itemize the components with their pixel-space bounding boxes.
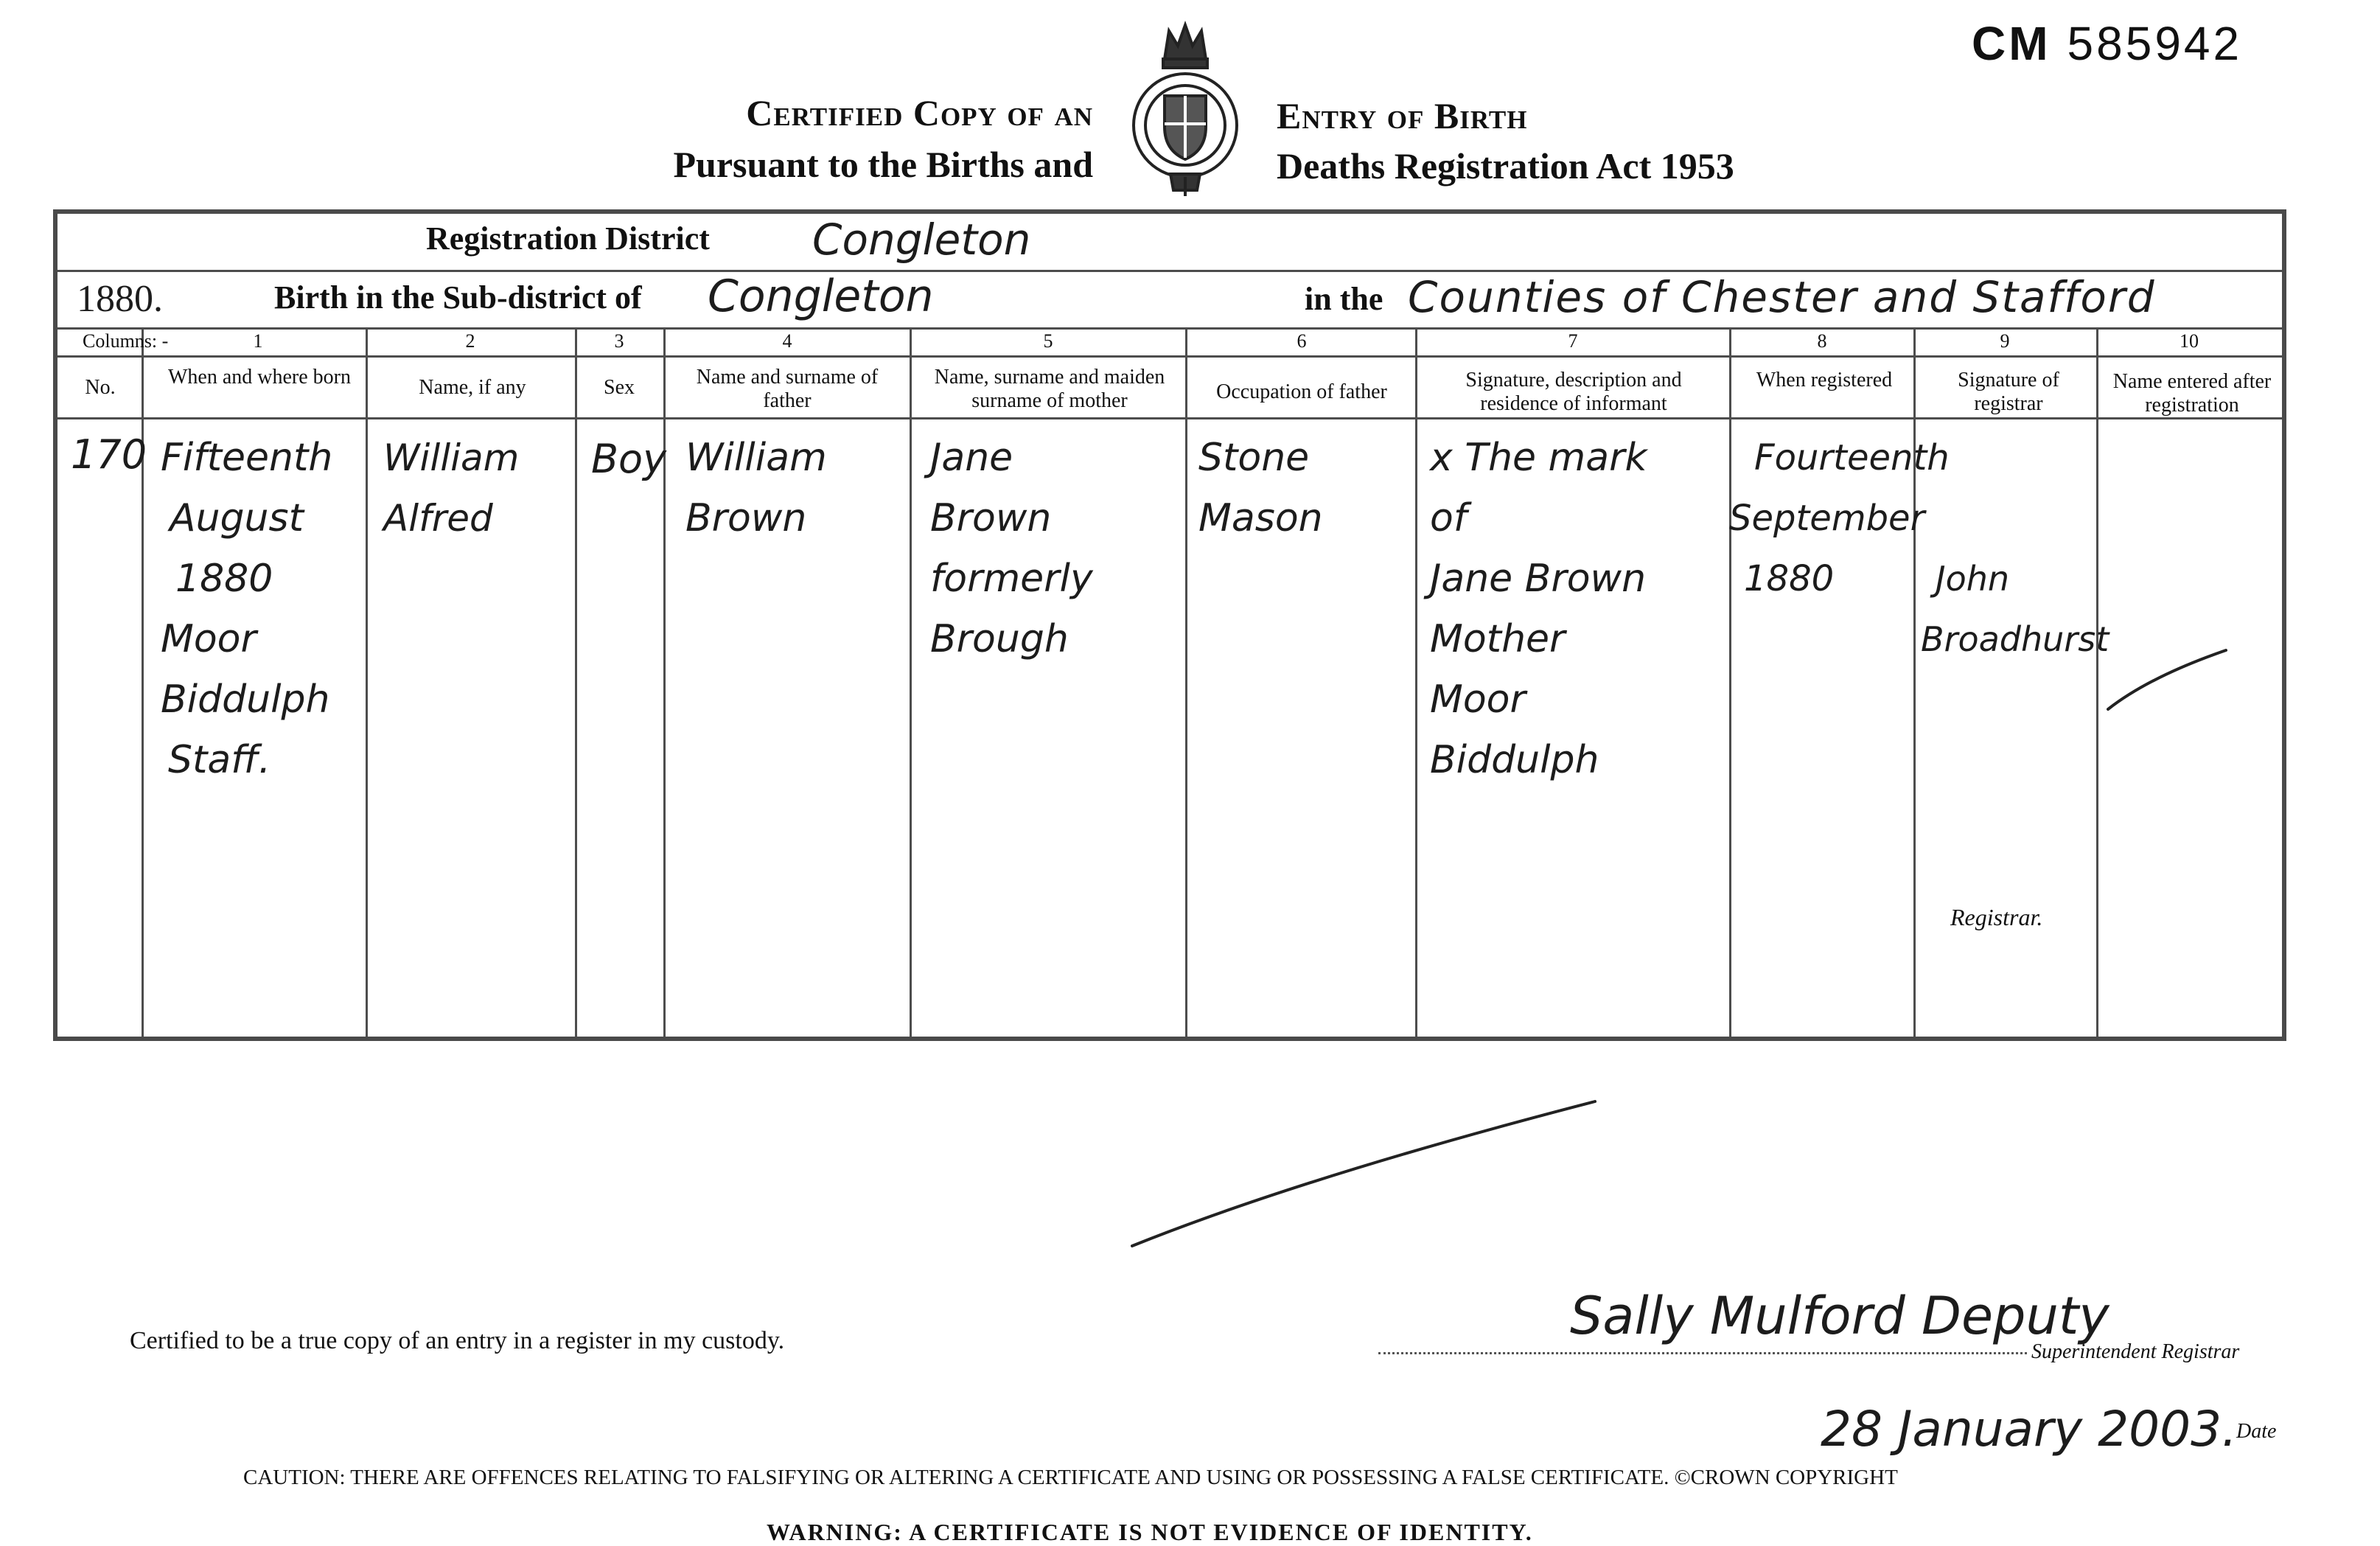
registrar-title: Registrar. bbox=[1950, 904, 2043, 930]
superintendent-signature: Sally Mulford Deputy bbox=[1570, 1286, 2109, 1346]
columns-label: Columns: - bbox=[83, 330, 169, 352]
divider bbox=[57, 355, 2282, 358]
entry-line: Fourteenth bbox=[1754, 437, 1950, 478]
column-number: 2 bbox=[465, 330, 475, 352]
royal-crest-icon bbox=[1126, 16, 1244, 198]
date-label: Date bbox=[2236, 1420, 2277, 1443]
registration-district-label: Registration District bbox=[426, 220, 710, 257]
entry-line: Moor bbox=[161, 617, 257, 661]
column-number: 10 bbox=[2180, 330, 2199, 352]
entry-when-registered bbox=[1729, 428, 1950, 609]
counties-label: in the bbox=[1305, 281, 1383, 317]
entry-line: Staff. bbox=[168, 738, 271, 782]
column-number: 7 bbox=[1568, 330, 1578, 352]
entry-line: formerly bbox=[930, 557, 1093, 601]
entry-line: Moor bbox=[1430, 678, 1526, 722]
certificate-serial-number bbox=[1972, 16, 2242, 72]
entry-line: John bbox=[1936, 559, 2010, 599]
entry-line: William bbox=[685, 436, 827, 480]
column-header-no: No. bbox=[85, 376, 116, 399]
entry-registrar-signature bbox=[1921, 549, 2109, 669]
entry-informant bbox=[1430, 428, 1647, 790]
subdistrict-label: Birth in the Sub-district of bbox=[274, 279, 642, 316]
column-header-occupation: Occupation of father bbox=[1216, 380, 1387, 403]
subdistrict-value: Congleton bbox=[708, 271, 934, 322]
entry-line: Broadhurst bbox=[1921, 619, 2109, 659]
entry-line: of bbox=[1430, 496, 1468, 540]
column-divider bbox=[1415, 327, 1417, 1037]
column-divider bbox=[366, 327, 368, 1037]
entry-child-name bbox=[383, 428, 519, 549]
entry-line: x The mark bbox=[1430, 436, 1647, 480]
strike-mark bbox=[2105, 641, 2230, 715]
entry-line: 1880 bbox=[175, 557, 273, 601]
column-header-mother: Name, surname and maiden surname of mother bbox=[934, 366, 1165, 413]
signature-line bbox=[1378, 1352, 2027, 1354]
column-header-name-after-registration: Name entered after registration bbox=[2112, 370, 2272, 417]
divider bbox=[57, 327, 2282, 330]
entry-father-occupation bbox=[1198, 428, 1323, 549]
entry-line: August bbox=[170, 496, 304, 540]
entry-line: Stone bbox=[1198, 436, 1310, 480]
column-divider bbox=[910, 327, 912, 1037]
column-number: 6 bbox=[1297, 330, 1307, 352]
entry-line: September bbox=[1729, 498, 1925, 539]
column-header-registrar-signature: Signature of registrar bbox=[1958, 369, 2059, 416]
entry-line: Brown bbox=[930, 496, 1052, 540]
column-number: 4 bbox=[782, 330, 792, 352]
certificate-date: 28 January 2003. bbox=[1821, 1401, 2238, 1458]
caution-notice: CAUTION: THERE ARE OFFENCES RELATING TO FALSIFYING OR ALTERING A CERTIFICATE AND USING OR POSSESSING A FALSE CERTIFICATE. ©CROWN COPYRIGHT bbox=[243, 1466, 1898, 1489]
column-number: 8 bbox=[1817, 330, 1827, 352]
column-divider bbox=[2096, 327, 2098, 1037]
column-header-when-registered: When registered bbox=[1756, 369, 1893, 391]
entry-line: Biddulph bbox=[1430, 738, 1599, 782]
registration-district-value: Congleton bbox=[812, 215, 1031, 265]
column-number: 3 bbox=[614, 330, 624, 352]
column-header-sex: Sex bbox=[604, 376, 635, 399]
column-divider bbox=[575, 327, 577, 1037]
serial-prefix: CM bbox=[1972, 17, 2051, 70]
entry-line: Brown bbox=[685, 496, 807, 540]
heading-left-line1: Certified Copy of an bbox=[746, 92, 1093, 133]
heading-right-line1: Entry of Birth bbox=[1277, 95, 1528, 136]
column-number: 1 bbox=[253, 330, 263, 352]
birth-year: 1880. bbox=[77, 278, 163, 320]
column-number: 9 bbox=[2000, 330, 2010, 352]
entry-father-name bbox=[685, 428, 827, 549]
entry-line: Alfred bbox=[383, 497, 493, 540]
superintendent-registrar-label: Superintendent Registrar bbox=[2031, 1340, 2240, 1363]
column-number: 5 bbox=[1043, 330, 1053, 352]
entry-line: 1880 bbox=[1744, 558, 1835, 599]
entry-line: Fifteenth bbox=[161, 436, 333, 480]
strike-mark bbox=[1128, 1096, 1599, 1250]
entry-line: Brough bbox=[930, 617, 1069, 661]
column-header-informant: Signature, description and residence of informant bbox=[1465, 369, 1682, 416]
entry-line: Mason bbox=[1198, 496, 1323, 540]
counties-value: Counties of Chester and Stafford bbox=[1408, 272, 2156, 322]
column-header-when-where-born: When and where born bbox=[167, 366, 351, 389]
entry-when-where-born bbox=[161, 428, 332, 790]
entry-line: Mother bbox=[1430, 617, 1566, 661]
entry-sex: Boy bbox=[591, 436, 667, 482]
column-header-name: Name, if any bbox=[419, 376, 526, 399]
serial-number: 585942 bbox=[2067, 17, 2243, 70]
column-header-father: Name and surname of father bbox=[696, 366, 879, 413]
entry-line: Biddulph bbox=[161, 678, 330, 722]
heading-right-line2: Deaths Registration Act 1953 bbox=[1277, 145, 1734, 187]
warning-notice: WARNING: A CERTIFICATE IS NOT EVIDENCE OF IDENTITY. bbox=[767, 1519, 1533, 1545]
entry-mother-name bbox=[930, 428, 1093, 669]
entry-line: Jane Brown bbox=[1430, 557, 1647, 601]
column-divider bbox=[1185, 327, 1187, 1037]
entry-line: Jane bbox=[930, 436, 1013, 480]
entry-line: William bbox=[383, 436, 520, 479]
divider bbox=[57, 417, 2282, 419]
heading-left-line2: Pursuant to the Births and bbox=[673, 144, 1093, 185]
certified-statement: Certified to be a true copy of an entry in a register in my custody. bbox=[130, 1327, 785, 1354]
column-divider bbox=[663, 327, 666, 1037]
entry-number: 170 bbox=[71, 431, 147, 478]
